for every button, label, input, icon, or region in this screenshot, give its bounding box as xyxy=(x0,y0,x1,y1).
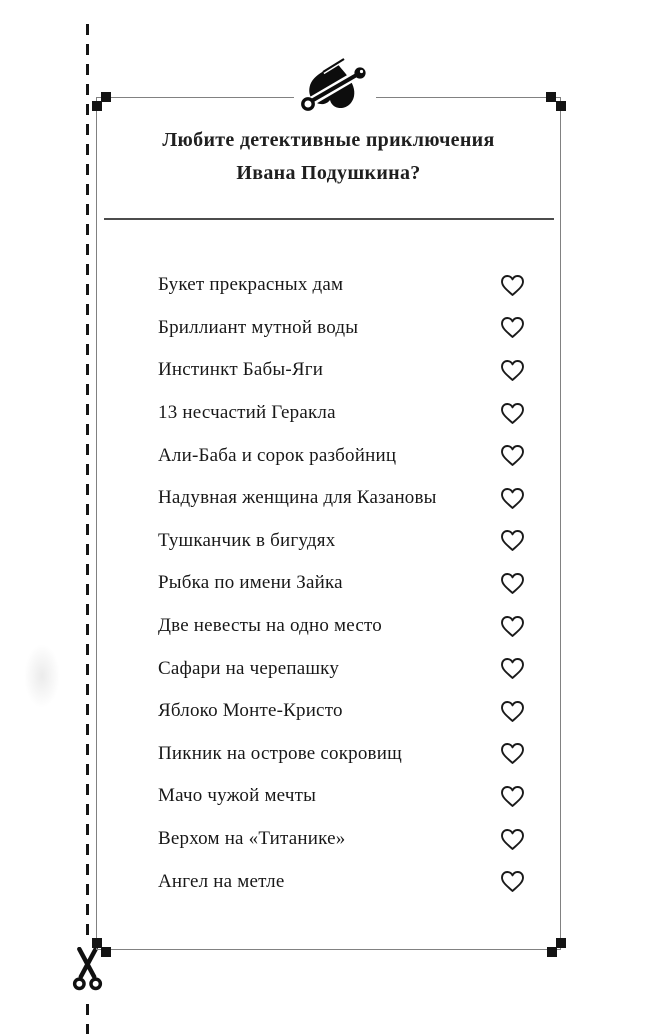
title-divider xyxy=(104,218,554,220)
book-title: Али-Баба и сорок разбойниц xyxy=(158,444,397,466)
book-row xyxy=(96,775,561,818)
heart-outline-icon xyxy=(500,828,525,851)
heart-outline-icon xyxy=(500,316,525,339)
heart-outline-icon xyxy=(500,529,525,552)
heart-outline-icon xyxy=(500,359,525,382)
page-title xyxy=(96,124,561,190)
book-title: 13 несчастий Геракла xyxy=(158,402,336,424)
book-title: Инстинкт Бабы-Яги xyxy=(158,359,324,381)
heart-outline-icon xyxy=(500,444,525,467)
dashed-cut-line xyxy=(86,24,89,1034)
heart-safety-pin-logo-icon xyxy=(294,52,376,120)
heart-outline-icon xyxy=(500,700,525,723)
scissors-icon-svg xyxy=(71,947,104,994)
heart-outline-icon xyxy=(500,785,525,808)
book-row xyxy=(96,860,561,903)
heart-outline-icon xyxy=(500,615,525,638)
book-row xyxy=(96,647,561,690)
page-title-line2: Ивана Подушкина? xyxy=(236,162,421,184)
book-row xyxy=(96,605,561,648)
book-title: Букет прекрасных дам xyxy=(158,274,344,296)
book-title: Бриллиант мутной воды xyxy=(158,316,359,338)
scan-smudge xyxy=(24,644,60,708)
heart-outline-icon xyxy=(500,742,525,765)
heart-outline-icon xyxy=(500,274,525,297)
corner-mark-top-left-a xyxy=(101,92,111,102)
book-row xyxy=(96,477,561,520)
book-row xyxy=(96,818,561,861)
book-row xyxy=(96,520,561,563)
book-title: Сафари на черепашку xyxy=(158,657,340,679)
book-row xyxy=(96,307,561,350)
corner-mark-bottom-left-b xyxy=(101,947,111,957)
book-row xyxy=(96,264,561,307)
book-row xyxy=(96,434,561,477)
book-title: Пикник на острове сокровищ xyxy=(158,742,402,764)
book-title: Тушканчик в бигудях xyxy=(158,529,336,551)
heart-safety-pin-logo-svg xyxy=(297,55,373,117)
corner-mark-top-left-b xyxy=(92,101,102,111)
book-title: Две невесты на одно место xyxy=(158,615,382,637)
corner-mark-top-right-b xyxy=(556,101,566,111)
heart-outline-icon xyxy=(500,870,525,893)
book-title: Рыбка по имени Зайка xyxy=(158,572,343,594)
page-title-line1: Любите детективные приключения xyxy=(162,129,495,151)
heart-outline-icon xyxy=(500,487,525,510)
heart-outline-icon xyxy=(500,402,525,425)
book-title: Яблоко Монте-Кристо xyxy=(158,700,343,722)
book-title: Верхом на «Титанике» xyxy=(158,828,346,850)
book-checklist xyxy=(96,264,561,903)
book-row xyxy=(96,349,561,392)
corner-mark-top-right-a xyxy=(546,92,556,102)
book-row xyxy=(96,733,561,776)
book-title: Ангел на метле xyxy=(158,870,285,892)
heart-outline-icon xyxy=(500,572,525,595)
book-row xyxy=(96,562,561,605)
book-row xyxy=(96,392,561,435)
corner-mark-bottom-right-b xyxy=(547,947,557,957)
heart-outline-icon xyxy=(500,657,525,680)
book-title: Надувная женщина для Казановы xyxy=(158,487,437,509)
book-row xyxy=(96,690,561,733)
book-title: Мачо чужой мечты xyxy=(158,785,317,807)
corner-mark-bottom-right-a xyxy=(556,938,566,948)
